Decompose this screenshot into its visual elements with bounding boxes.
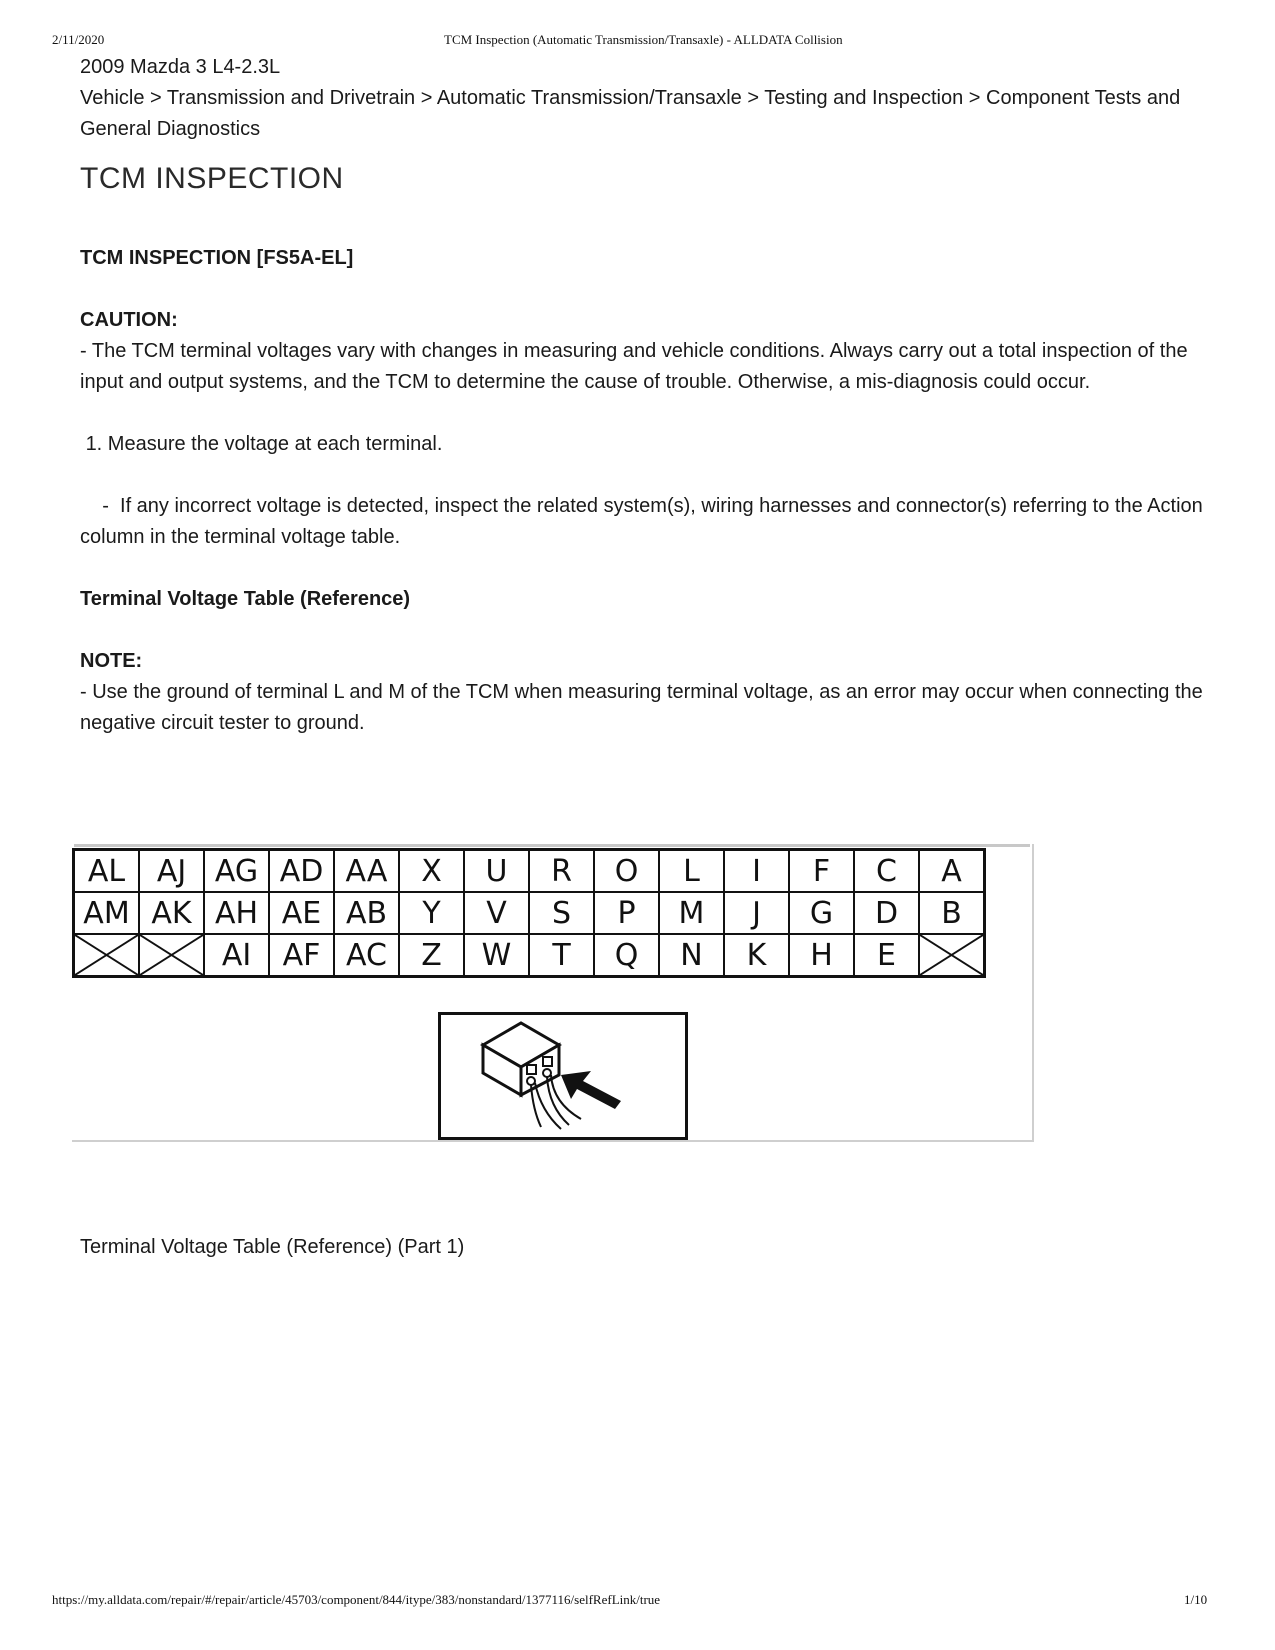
pin-cell: C (854, 850, 919, 893)
pin-cell: J (724, 892, 789, 934)
pin-cell: Y (399, 892, 464, 934)
unused-pin-cell (74, 934, 140, 977)
pin-cell: H (789, 934, 854, 977)
section-heading: TCM INSPECTION [FS5A-EL] (80, 247, 354, 269)
pin-cell: AA (334, 850, 399, 893)
print-header (0, 32, 1275, 50)
unused-pin-cell (919, 934, 985, 977)
pin-cell: I (724, 850, 789, 893)
pin-cell: E (854, 934, 919, 977)
vehicle-name: 2009 Mazda 3 L4-2.3L (80, 56, 281, 78)
pin-cell: AM (74, 892, 140, 934)
page-title: TCM INSPECTION (80, 162, 344, 195)
pin-cell: G (789, 892, 854, 934)
pin-cell: S (529, 892, 594, 934)
pin-cell: AC (334, 934, 399, 977)
pin-cell: A (919, 850, 985, 893)
pin-cell: F (789, 850, 854, 893)
connector-illustration-frame (438, 1012, 688, 1140)
harness-connector-icon (441, 1015, 685, 1137)
table-heading: Terminal Voltage Table (Reference) (80, 588, 411, 610)
pin-cell: N (659, 934, 724, 977)
pin-cell: AB (334, 892, 399, 934)
pin-cell: R (529, 850, 594, 893)
pin-cell: AF (269, 934, 334, 977)
figure-border (74, 844, 1030, 847)
pin-cell: L (659, 850, 724, 893)
caution-label: CAUTION: (80, 309, 178, 331)
unused-pin-cell (139, 934, 204, 977)
pin-cell: AL (74, 850, 140, 893)
pin-cell: X (399, 850, 464, 893)
caution-text: - The TCM terminal voltages vary with changes in measuring and vehicle conditions. Always carry out a total inspection of the input and output systems, and the TCM to determine the cause of trouble. Otherwise, a mis-diagnosis could occur. (80, 340, 1188, 393)
pin-cell: AK (139, 892, 204, 934)
pin-cell: T (529, 934, 594, 977)
step-1: 1. Measure the voltage at each terminal. (80, 433, 443, 455)
pin-cell: AH (204, 892, 269, 934)
step-1-detail: - If any incorrect voltage is detected, inspect the related system(s), wiring harnesses and connector(s) referring to the Action column in the terminal voltage table. (80, 495, 1209, 548)
print-date: 2/11/2020 (52, 32, 105, 47)
pin-cell: Q (594, 934, 659, 977)
table-part-caption: Terminal Voltage Table (Reference) (Part 1) (80, 1236, 465, 1258)
pin-cell: M (659, 892, 724, 934)
pin-cell: AD (269, 850, 334, 893)
pin-cell: AJ (139, 850, 204, 893)
pin-cell: O (594, 850, 659, 893)
connector-pin-table (72, 848, 986, 978)
pin-cell: AG (204, 850, 269, 893)
cross-icon (140, 935, 203, 975)
pin-cell: K (724, 934, 789, 977)
pin-cell: U (464, 850, 529, 893)
pin-cell: Z (399, 934, 464, 977)
page-number: 1/10 (1184, 1592, 1208, 1607)
print-footer (0, 1592, 1275, 1610)
pin-row (74, 892, 985, 934)
pin-cell: P (594, 892, 659, 934)
pin-cell: B (919, 892, 985, 934)
print-url: https://my.alldata.com/repair/#/repair/article/45703/component/844/itype/383/nonstandard/1377116/selfRefLink/true (52, 1592, 661, 1607)
note-label: NOTE: (80, 650, 143, 672)
cross-icon (920, 935, 983, 975)
article-content (80, 52, 1220, 739)
pin-cell: AI (204, 934, 269, 977)
pin-cell: D (854, 892, 919, 934)
pin-row (74, 934, 985, 977)
pin-cell: V (464, 892, 529, 934)
note-text: - Use the ground of terminal L and M of the TCM when measuring terminal voltage, as an error may occur when connecting the negative circuit tester to ground. (80, 681, 1203, 734)
pin-cell: W (464, 934, 529, 977)
cross-icon (75, 935, 138, 975)
pin-row (74, 850, 985, 893)
connector-figure (72, 844, 1034, 1142)
breadcrumb: Vehicle > Transmission and Drivetrain > Automatic Transmission/Transaxle > Testing and Inspection > Component Tests and General Diagnostics (80, 87, 1181, 140)
pin-cell: AE (269, 892, 334, 934)
print-page-title: TCM Inspection (Automatic Transmission/Transaxle) - ALLDATA Collision (444, 32, 843, 47)
